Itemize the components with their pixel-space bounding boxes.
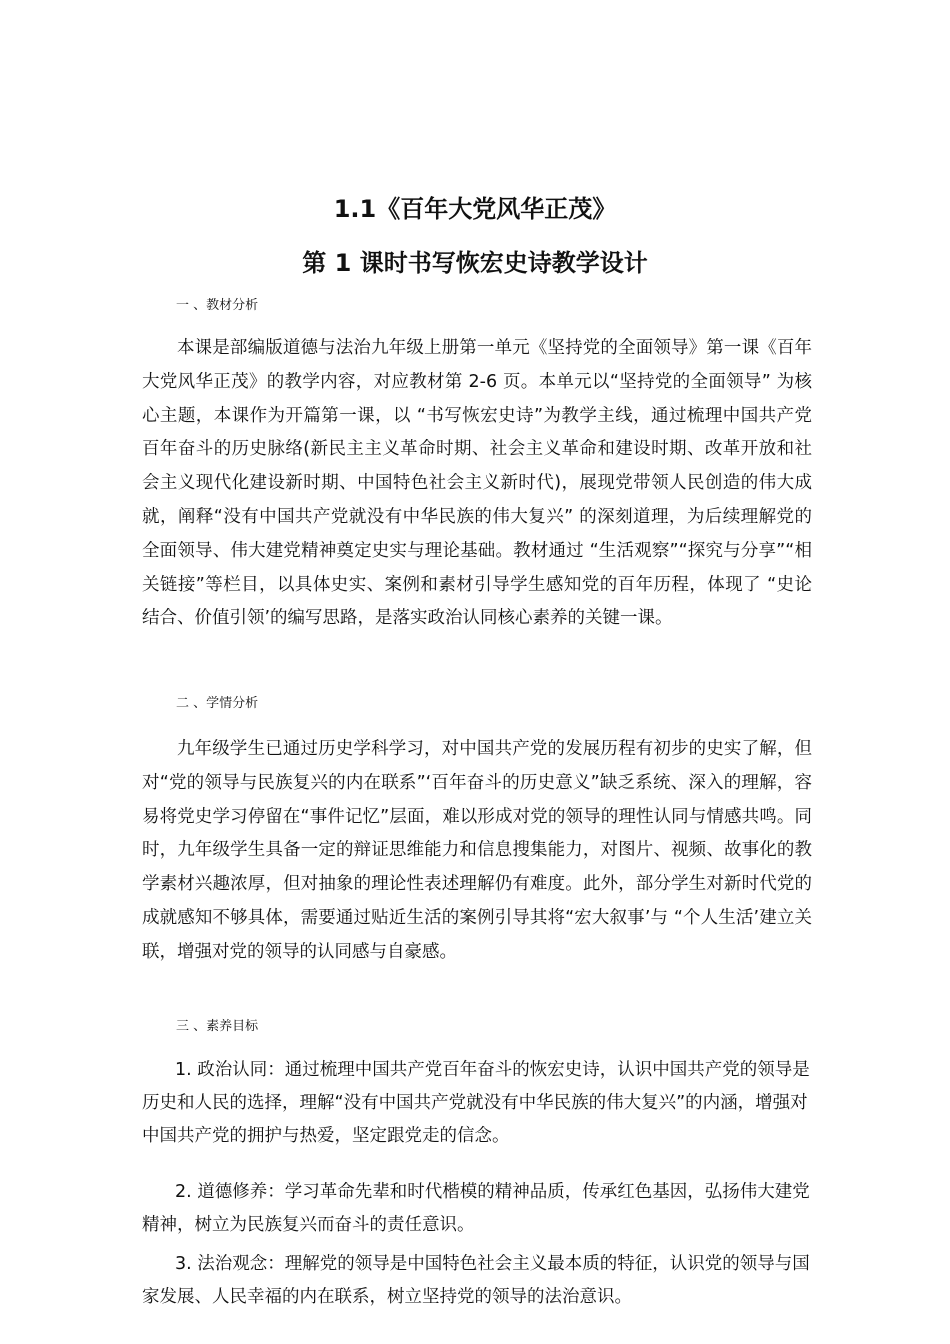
- section-heading-student-analysis: 二 、学情分析: [176, 696, 259, 711]
- goal-item-political-identity: 1. 政治认同：通过梳理中国共产党百年奋斗的恢宏史诗，认识中国共产党的领导是历史和人民的选择，理解“没有中国共产党就没有中华民族的伟大复兴”的内涵，增强对中国共产党的拥护与热爱，坚定跟党走的信念。: [142, 1060, 810, 1146]
- goal-item-moral-cultivation: 2. 道德修养：学习革命先辈和时代楷模的精神品质，传承红色基因，弘扬伟大建党精神，树立为民族复兴而奋斗的责任意识。: [142, 1182, 810, 1235]
- document-subtitle: 第 1 课时书写恢宏史诗教学设计: [302, 249, 648, 277]
- document-title: 1.1《百年大党风华正茂》: [333, 195, 617, 223]
- section-paragraph-student-analysis: 九年级学生已通过历史学科学习，对中国共产党的发展历程有初步的史实了解，但对“党的领导与民族复兴的内在联系”‘百年奋斗的历史意义”缺乏系统、深入的理解，容易将党史学习停留在“事件记忆”层面，难以形成对党的领导的理性认同与情感共鸣。同时，九年级学生具备一定的辩证思维能力和信息搜集能力，对图片、视频、故事化的教学素材兴趣浓厚，但对抽象的理论性表述理解仍有难度。此外，部分学生对新时代党的成就感知不够具体，需要通过贴近生活的案例引导其将“宏大叙事’与 “个人生活’建立关联，增强对党的领导的认同感与自豪感。: [142, 739, 812, 962]
- section-heading-literacy-goals: 三 、素养目标: [176, 1019, 259, 1034]
- section-paragraph-textbook-analysis: 本课是部编版道德与法治九年级上册第一单元《坚持党的全面领导》第一课《百年大党风华正茂》的教学内容，对应教材第 2-6 页。本单元以“坚持党的全面领导” 为核心主题，本课作为开篇第一课，以 “书写恢宏史诗”为教学主线，通过梳理中国共产党百年奋斗的历史脉络(新民主主义革命时期、社会主义革命和建设时期、改革开放和社会主义现代化建设新时期、中国特色社会主义新时代)，展现党带领人民创造的伟大成就，阐释“没有中国共产党就没有中华民族的伟大复兴” 的深刻道理，为后续理解党的全面领导、伟大建党精神奠定史实与理论基础。教材通过 “生活观察”“探究与分享”“相关链接”等栏目，以具体史实、案例和素材引导学生感知党的百年历程，体现了 “史论结合、价值引领’的编写思路，是落实政治认同核心素养的关键一课。: [142, 338, 812, 629]
- goal-item-rule-of-law: 3. 法治观念：理解党的领导是中国特色社会主义最本质的特征，认识党的领导与国家发展、人民幸福的内在联系，树立坚持党的领导的法治意识。: [142, 1254, 810, 1307]
- section-heading-textbook-analysis: 一 、教材分析: [176, 298, 259, 313]
